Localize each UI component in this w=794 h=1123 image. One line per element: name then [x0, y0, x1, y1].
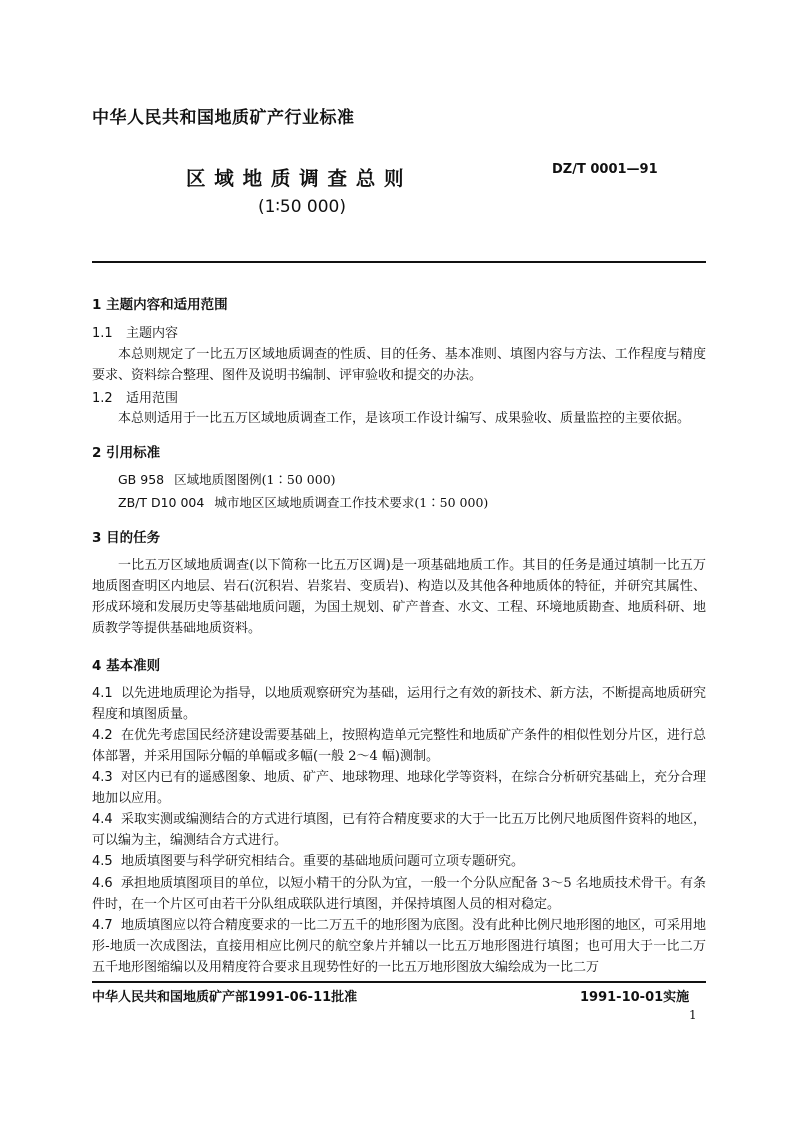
section-3-heading: 3 目的任务 — [92, 530, 161, 546]
clause-number: 4.2 — [92, 728, 113, 743]
document-title: 区 域 地 质 调 查 总 则 — [186, 167, 405, 190]
reference-title: 城市地区区域地质调查工作技术要求(1∶50 000) — [214, 495, 489, 510]
section-1-heading: 1 主题内容和适用范围 — [92, 297, 228, 313]
section-3-paragraph: 一比五万区域地质调查(以下简称一比五万区调)是一项基础地质工作。其目的任务是通过填制一比五万地质图查明区内地层、岩石(沉积岩、岩浆岩、变质岩)、构造以及其他各种地质体的特征，并研究其属性、形成环境和发展历史等基础地质问题，为国土规划、矿产普查、水文、工程、环境地质勘查、地质科研、地质教学等提供基础地质资料。 — [92, 558, 706, 636]
reference-item — [118, 470, 336, 488]
clause-number: 4.5 — [92, 854, 113, 869]
section-1-1-title: 主题内容 — [126, 326, 179, 341]
clause-4-7 — [92, 915, 706, 978]
header-divider — [92, 261, 706, 263]
section-1-2-title: 适用范围 — [126, 391, 179, 406]
document-scale: (1∶50 000) — [258, 197, 346, 217]
approval-line: 中华人民共和国地质矿产部1991-06-11批准 — [92, 990, 358, 1005]
clause-4-5 — [92, 851, 706, 872]
clause-text: 承担地质填图项目的单位，以短小精干的分队为宜，一般一个分队应配备 3～5 名地质技术骨干。有条件时，在一个片区可由若干分队组成联队进行填图，并保持填图人员的相对稳定。 — [92, 876, 707, 912]
section-1-1-paragraph: 本总则规定了一比五万区域地质调查的性质、目的任务、基本准则、填图内容与方法、工作程度与精度要求、资料综合整理、图件及说明书编制、评审验收和提交的办法。 — [92, 347, 706, 383]
industry-standard-heading: 中华人民共和国地质矿产行业标准 — [92, 108, 355, 128]
standard-code: DZ/T 0001—91 — [552, 162, 658, 177]
clause-4-3 — [92, 767, 706, 809]
clause-4-1 — [92, 683, 706, 725]
clause-number: 4.1 — [92, 686, 113, 701]
footer-divider — [92, 981, 706, 983]
clause-text: 地质填图应以符合精度要求的一比二万五千的地形图为底图。没有此种比例尺地形图的地区，可采用地形-地质一次成图法，直接用相应比例尺的航空象片并辅以一比五万地形图进行填图；也可用大于一比二万五千地形图缩编以及用精度符合要求且现势性好的一比五万地形图放大编绘成为一比二万 — [92, 918, 706, 975]
clause-text: 采取实测或编测结合的方式进行填图，已有符合精度要求的大于一比五万比例尺地质图件资料的地区，可以编为主，编测结合方式进行。 — [92, 812, 706, 848]
clause-text: 对区内已有的遥感图象、地质、矿产、地球物理、地球化学等资料，在综合分析研究基础上，充分合理地加以应用。 — [92, 770, 706, 806]
implementation-date: 1991-10-01实施 — [580, 990, 690, 1005]
reference-item — [118, 493, 488, 511]
section-1-1-heading — [92, 322, 178, 341]
clause-4-2 — [92, 725, 706, 767]
clause-4-6 — [92, 873, 706, 915]
clause-text: 以先进地质理论为指导，以地质观察研究为基础，运用行之有效的新技术、新方法，不断提高地质研究程度和填图质量。 — [92, 686, 706, 722]
clause-4-4 — [92, 809, 706, 851]
clause-text: 地质填图要与科学研究相结合。重要的基础地质问题可立项专题研究。 — [120, 854, 524, 869]
section-1-2-heading — [92, 387, 178, 406]
section-2-heading: 2 引用标准 — [92, 445, 161, 461]
section-1-2-number: 1.2 — [92, 391, 113, 406]
reference-code: ZB/T D10 004 — [118, 495, 205, 510]
clause-number: 4.6 — [92, 876, 113, 891]
section-1-1-number: 1.1 — [92, 326, 113, 341]
clause-number: 4.3 — [92, 770, 113, 785]
section-1-2-paragraph: 本总则适用于一比五万区域地质调查工作，是该项工作设计编写、成果验收、质量监控的主要依据。 — [118, 411, 691, 426]
reference-title: 区域地质图图例(1∶50 000) — [174, 472, 336, 487]
section-4-heading: 4 基本准则 — [92, 658, 161, 674]
clause-number: 4.4 — [92, 812, 113, 827]
clause-number: 4.7 — [92, 918, 113, 933]
page-number: 1 — [689, 1008, 697, 1022]
reference-code: GB 958 — [118, 472, 165, 487]
clause-text: 在优先考虑国民经济建设需要基础上，按照构造单元完整性和地质矿产条件的相似性划分片区，进行总体部署，并采用国际分幅的单幅或多幅(一般 2～4 幅)测制。 — [92, 728, 706, 764]
